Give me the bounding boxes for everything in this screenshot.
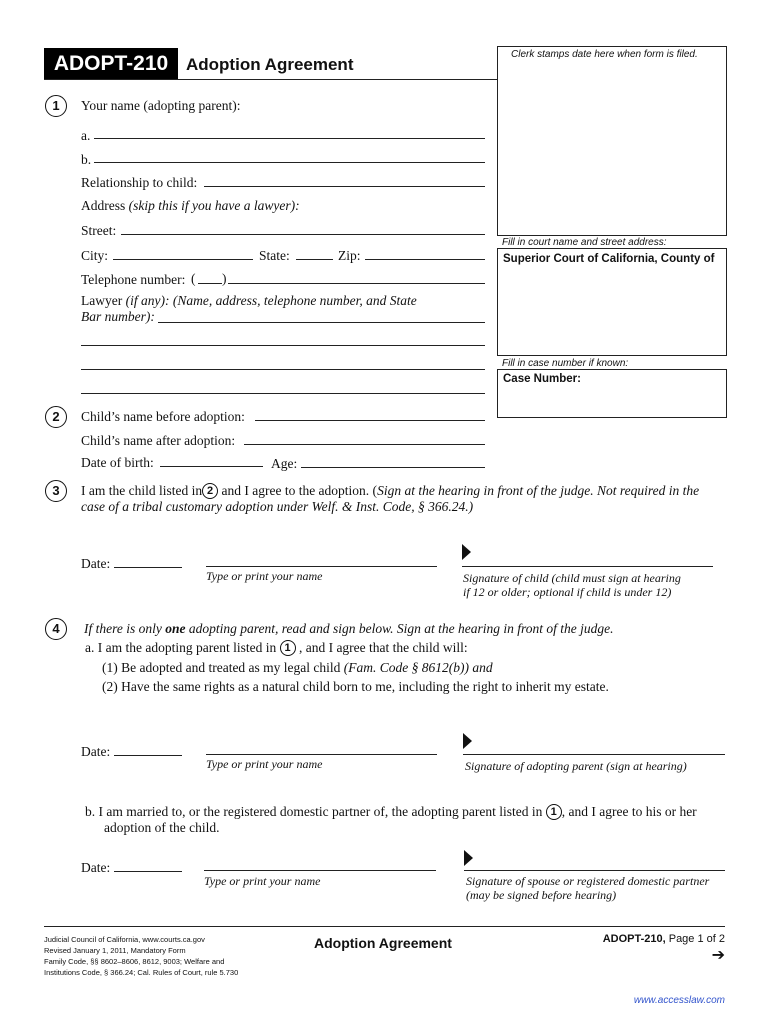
lawyer-field-4[interactable] <box>81 379 485 394</box>
form-title: Adoption Agreement <box>186 55 354 74</box>
street-field[interactable] <box>121 220 485 235</box>
spouse-sign-arrow-icon <box>464 850 473 866</box>
lawyer-label-bar-number: Bar number): <box>81 309 155 324</box>
child-signature-line[interactable] <box>462 566 713 567</box>
child-signature-caption-2: if 12 or older; optional if child is under 12) <box>463 585 672 599</box>
zip-field[interactable] <box>365 245 485 260</box>
section-2-number: 2 <box>45 406 67 428</box>
section-2-ref: 2 <box>202 483 218 499</box>
adopting-parent-label: Your name (adopting parent): <box>81 98 241 113</box>
footer-rule <box>44 926 725 927</box>
child-date-field[interactable] <box>114 553 182 568</box>
child-consent-text <box>81 483 699 499</box>
clerk-stamp-note: Clerk stamps date here when form is filed. <box>511 49 698 60</box>
single-parent-instruction-emphasis: one <box>165 621 186 636</box>
footer-page-info <box>603 933 725 945</box>
spouse-print-name-caption: Type or print your name <box>204 874 321 888</box>
spouse-agreement-tail: , and I agree to his or her <box>561 804 697 819</box>
parent-sign-arrow-icon <box>463 733 472 749</box>
telephone-field[interactable] <box>228 269 485 284</box>
child-name-before-field[interactable] <box>255 406 485 421</box>
header-rule <box>44 79 497 80</box>
age-label: Age: <box>271 456 298 471</box>
form-id-badge: ADOPT-210 <box>44 48 178 79</box>
section-4-number: 4 <box>45 618 67 640</box>
next-page-arrow-icon[interactable]: ➔ <box>711 947 725 964</box>
relationship-field[interactable] <box>204 172 485 187</box>
single-parent-instruction-lead: If there is only <box>84 621 166 636</box>
spouse-agreement-text-2: adoption of the child. <box>104 820 220 835</box>
lawyer-label <box>81 293 417 309</box>
telephone-label: Telephone number: <box>81 272 186 287</box>
case-number-hint: Fill in case number if known: <box>502 358 629 369</box>
agreement-item-1-and: and <box>469 660 493 675</box>
parent-print-name-caption: Type or print your name <box>206 757 323 771</box>
child-print-name-caption: Type or print your name <box>206 569 323 583</box>
footer-line-3: Family Code, §§ 8602–8606, 8612, 9003; Welfare and <box>44 957 225 966</box>
lawyer-field-3[interactable] <box>81 355 485 370</box>
child-name-line <box>206 566 437 567</box>
child-consent-lead: I am the child listed in <box>81 483 203 498</box>
single-parent-instruction <box>84 621 613 637</box>
address-label-note: (skip this if you have a lawyer): <box>128 198 300 213</box>
agreement-item-1-text: (1) Be adopted and treated as my legal child <box>102 660 344 675</box>
spouse-date-field[interactable] <box>114 857 182 872</box>
city-field[interactable] <box>113 245 253 260</box>
agreement-item-1 <box>102 660 493 676</box>
section-1-number: 1 <box>45 95 67 117</box>
name-b-label: b. <box>81 152 92 167</box>
relationship-label: Relationship to child: <box>81 175 198 190</box>
parent-date-label: Date: <box>81 744 111 759</box>
state-label: State: <box>259 248 290 263</box>
child-name-after-label: Child’s name after adoption: <box>81 433 236 448</box>
child-name-before-label: Child’s name before adoption: <box>81 409 245 424</box>
spouse-signature-caption-2: (may be signed before hearing) <box>466 888 617 902</box>
parent-agreement-text <box>85 640 468 656</box>
spouse-signature-caption-1: Signature of spouse or registered domestic partner <box>466 874 710 888</box>
age-field[interactable] <box>301 453 485 468</box>
agreement-item-1-citation: (Fam. Code § 8612(b)) <box>343 660 470 675</box>
area-code-open-paren: ( <box>191 271 196 286</box>
spouse-date-label: Date: <box>81 860 111 875</box>
court-name: Superior Court of California, County of <box>503 253 715 265</box>
clerk-stamp-box <box>497 46 727 236</box>
footer-page-number: Page 1 of 2 <box>665 933 725 945</box>
area-code-field[interactable] <box>198 269 222 284</box>
dob-field[interactable] <box>160 452 263 467</box>
state-field[interactable] <box>296 245 333 260</box>
child-consent-instruction: Sign at the hearing in front of the judge. Not required in the <box>377 483 700 498</box>
court-hint: Fill in court name and street address: <box>502 237 667 248</box>
case-number-label: Case Number: <box>503 373 581 385</box>
spouse-agreement-text <box>85 804 697 820</box>
spouse-signature-line[interactable] <box>464 870 725 871</box>
zip-label: Zip: <box>338 248 361 263</box>
section-3-number: 3 <box>45 480 67 502</box>
dob-label: Date of birth: <box>81 455 154 470</box>
parent-agreement-tail: , and I agree that the child will: <box>298 640 468 655</box>
name-a-label: a. <box>81 128 91 143</box>
footer-url-link[interactable]: www.accesslaw.com <box>633 995 725 1006</box>
parent-agreement-lead: a. I am the adopting parent listed in <box>85 640 277 655</box>
footer-form-id: ADOPT-210, <box>602 933 666 945</box>
parent-name-line <box>206 754 437 755</box>
address-label-text: Address <box>81 198 129 213</box>
parent-signature-caption: Signature of adopting parent (sign at hearing) <box>465 759 687 773</box>
lawyer-field-2[interactable] <box>81 331 485 346</box>
parent-date-field[interactable] <box>114 741 182 756</box>
agreement-item-2: (2) Have the same rights as a natural child born to me, including the right to inherit my estate. <box>102 679 609 694</box>
child-consent-mid: and I agree to the adoption. ( <box>221 483 378 498</box>
spouse-name-line <box>204 870 436 871</box>
child-consent-tribal-note: case of a tribal customary adoption under Welf. & Inst. Code, § 366.24.) <box>81 499 474 514</box>
name-a-field[interactable] <box>94 124 485 139</box>
street-label: Street: <box>81 223 117 238</box>
footer-line-4: Institutions Code, § 366.24; Cal. Rules of Court, rule 5.730 <box>44 968 239 977</box>
footer-line-2: Revised January 1, 2011, Mandatory Form <box>44 946 186 955</box>
child-date-label: Date: <box>81 556 111 571</box>
city-label: City: <box>81 248 109 263</box>
spouse-agreement-lead: b. I am married to, or the registered domestic partner of, the adopting parent listed in <box>85 804 543 819</box>
name-b-field[interactable] <box>94 148 485 163</box>
footer-line-1: Judicial Council of California, www.courts.ca.gov <box>44 935 205 944</box>
area-code-close-paren: ) <box>222 271 227 286</box>
single-parent-instruction-rest: adopting parent, read and sign below. Sign at the hearing in front of the judge. <box>185 621 614 636</box>
section-1-ref: 1 <box>280 640 296 656</box>
footer-title: Adoption Agreement <box>314 935 452 951</box>
address-label <box>81 198 300 214</box>
lawyer-label-text: Lawyer <box>81 293 126 308</box>
section-1-ref-b: 1 <box>546 804 562 820</box>
child-name-after-field[interactable] <box>244 430 485 445</box>
child-signature-caption-1: Signature of child (child must sign at hearing <box>463 571 681 585</box>
parent-signature-line[interactable] <box>463 754 725 755</box>
child-sign-arrow-icon <box>462 544 471 560</box>
footer-citation <box>44 934 238 978</box>
lawyer-label-note: (if any): (Name, address, telephone number, and State <box>125 293 417 308</box>
lawyer-field-1[interactable] <box>158 308 485 323</box>
